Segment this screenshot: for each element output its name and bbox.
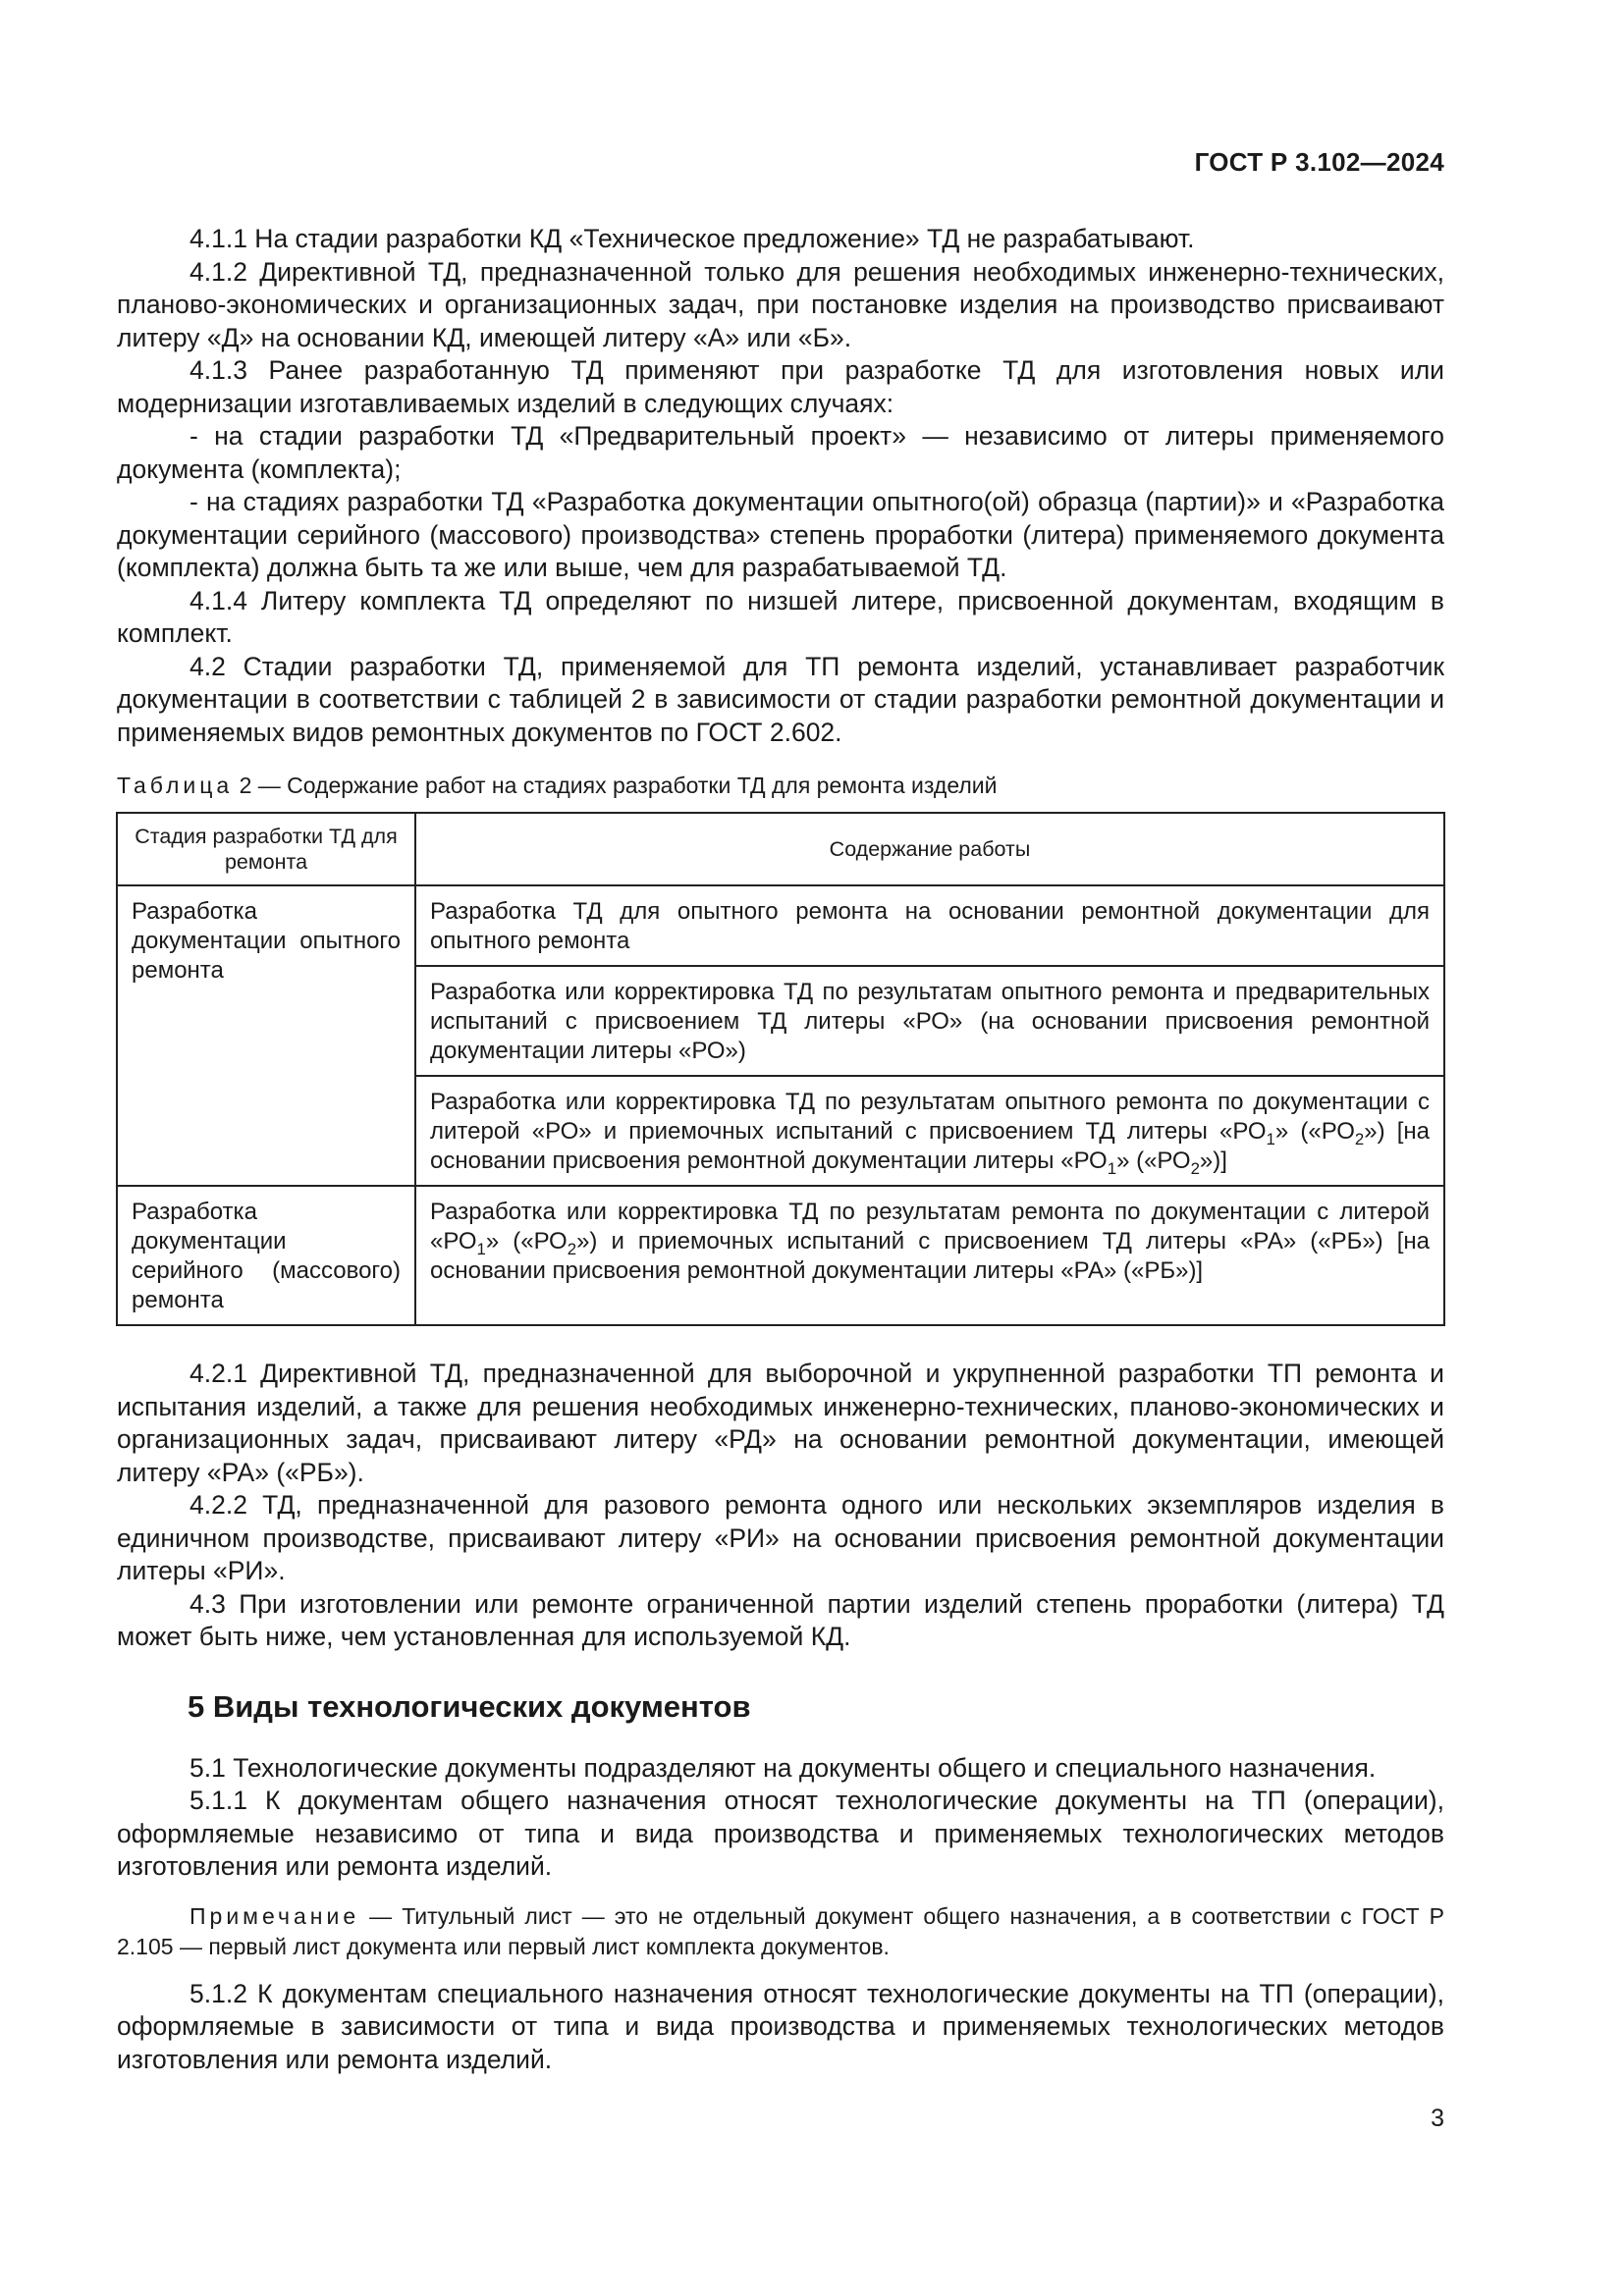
- stage-serial-repair: Разработка документации серийного (массового) ремонта: [117, 1186, 415, 1325]
- list-item-prototype: - на стадиях разработки ТД «Разработка документации опытного(ой) образца (партии)» и «Разработка документации серийного (массового) производства» степень проработки (литера) применяемого документа (комплекта) должна быть та же или выше, чем для разрабатываемой ТД.: [117, 487, 1444, 582]
- cell-text: Разработка или корректировка ТД по результатам ремонта по документации с литерой «РО: [430, 1199, 1430, 1255]
- paragraph-5-1: 5.1 Технологические документы подразделяют на документы общего и специального назначения.: [189, 1752, 1377, 1783]
- table-header-row: [117, 813, 1444, 885]
- paragraph-4-2-2: 4.2.2 ТД, предназначенной для разового ремонта одного или нескольких экземпляров изделия в единичном производстве, присваивают литеру «РИ» на основании присвоения ремонтной документации литеры «РИ».: [117, 1490, 1444, 1585]
- document-code: ГОСТ Р 3.102—2024: [1194, 147, 1444, 177]
- paragraph-4-1-1: 4.1.1 На стадии разработки КД «Техническое предложение» ТД не разрабатывают.: [189, 224, 1195, 253]
- cell-text: »)]: [1199, 1148, 1227, 1174]
- subscript: 2: [1190, 1159, 1200, 1178]
- paragraph-4-1-3: 4.1.3 Ранее разработанную ТД применяют при разработке ТД для изготовления новых или модернизации изготавливаемых изделий в следующих случаях:: [117, 355, 1444, 418]
- repair-stages-table: [116, 812, 1445, 1326]
- work-content-cell: [415, 1076, 1444, 1186]
- paragraph-5-1-1: 5.1.1 К документам общего назначения относят технологические документы на ТП (операции), оформляемые независимо от типа и вида производства и применяемых технологических методов изготовления или ремонта изделий.: [117, 1786, 1444, 1881]
- cell-text: » («РО: [485, 1228, 568, 1255]
- header-stage: Стадия разработки ТД для ремонта: [117, 813, 415, 885]
- paragraph-4-2-1: 4.2.1 Директивной ТД, предназначенной для выборочной и укрупненной разработки ТП ремонта и испытания изделий, а также для решения необходимых инженерно-технических, планово-экономических и организационных задач, присваивают литеру «РД» на основании ремонтной документации, имеющей литеру «РА» («РБ»).: [117, 1359, 1444, 1487]
- page-content: [117, 223, 1444, 2076]
- paragraph-4-2: 4.2 Стадии разработки ТД, применяемой для ТП ремонта изделий, устанавливает разработчик документации в соответствии с таблицей 2 в зависимости от стадии разработки ремонтной документации и применяемых видов ремонтных документов по ГОСТ 2.602.: [117, 651, 1444, 747]
- cell-text: Разработка или корректировка ТД по результатам опытного ремонта по документации с литерой «РО» и приемочных испытаний с присвоением ТД литеры «РО: [430, 1089, 1430, 1145]
- post-table-section: [117, 1358, 1444, 1654]
- subscript: 1: [1266, 1130, 1275, 1148]
- paragraph-4-1-4: 4.1.4 Литеру комплекта ТД определяют по низшей литере, присвоенной документам, входящим в комплект.: [117, 585, 1444, 648]
- subscript: 1: [476, 1240, 486, 1258]
- work-content-cell: Разработка ТД для опытного ремонта на основании ремонтной документации для опытного ремонта: [415, 885, 1444, 966]
- cell-text: » («РО: [1274, 1118, 1355, 1145]
- work-content-cell: [415, 1186, 1444, 1325]
- stage-experimental-repair: Разработка документации опытного ремонта: [117, 885, 415, 1186]
- table-row: [117, 885, 1444, 966]
- header-content: Содержание работы: [415, 813, 1444, 885]
- cell-text: ») и приемочных испытаний с присвоением ТД литеры «РА» («РБ») [на основании присвоения ремонтной документации литеры «РА» («РБ»)]: [430, 1228, 1430, 1284]
- cell-text: » («РО: [1116, 1148, 1191, 1174]
- list-item-preliminary: - на стадии разработки ТД «Предварительный проект» — независимо от литеры применяемого документа (комплекта);: [117, 421, 1444, 484]
- table-row: [117, 1186, 1444, 1325]
- section-5-heading: 5 Виды технологических документов: [188, 1688, 751, 1724]
- note-label: Примечание: [189, 1902, 360, 1929]
- cell-text: ») [на основании присвоения ремонтной документации литеры «РО: [430, 1118, 1430, 1174]
- subscript: 1: [1107, 1159, 1117, 1178]
- table-caption-label: Таблица: [117, 773, 234, 798]
- table-caption: [117, 771, 1444, 800]
- subscript: 2: [567, 1240, 577, 1258]
- note: [117, 1901, 1444, 1962]
- table-caption-text: 2 — Содержание работ на стадиях разработки ТД для ремонта изделий: [233, 773, 998, 798]
- paragraph-5-1-2: 5.1.2 К документам специального назначения относят технологические документы на ТП (операции), оформляемые в зависимости от типа и вида производства и применяемых технологических методов изготовления или ремонта изделий.: [117, 1978, 1444, 2074]
- note-text: — Титульный лист — это не отдельный документ общего назначения, а в соответствии с ГОСТ Р 2.105 — первый лист документа или первый лист комплекта документов.: [117, 1902, 1444, 1959]
- paragraph-4-1-2: 4.1.2 Директивной ТД, предназначенной только для решения необходимых инженерно-технических, планово-экономических и организационных задач, при постановке изделия на производство присваивают литеру «Д» на основании КД, имеющей литеру «А» или «Б».: [117, 256, 1444, 352]
- work-content-cell: Разработка или корректировка ТД по результатам опытного ремонта и предварительных испытаний с присвоением ТД литеры «РО» (на основании присвоения ремонтной документации литеры «РО»): [415, 966, 1444, 1076]
- subscript: 2: [1354, 1130, 1365, 1148]
- page-number: 3: [1431, 2105, 1444, 2132]
- paragraph-4-3: 4.3 При изготовлении или ремонте ограниченной партии изделий степень проработки (литера) ТД может быть ниже, чем установленная для используемой КД.: [117, 1588, 1444, 1651]
